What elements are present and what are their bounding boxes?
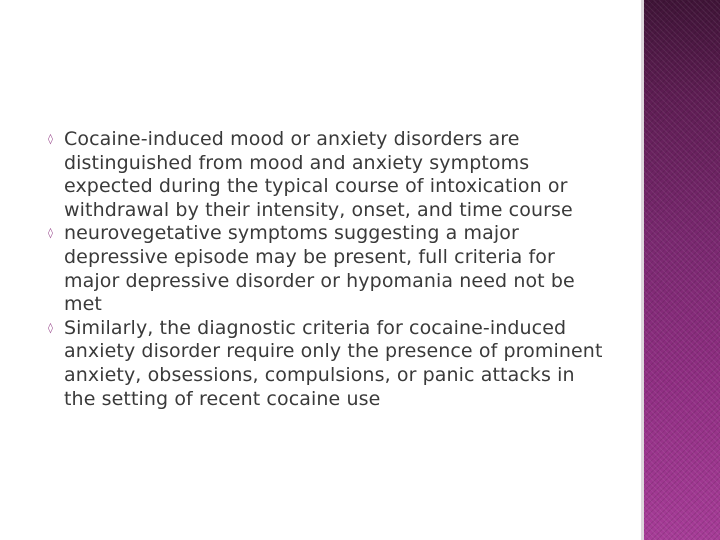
decorative-side-panel xyxy=(644,0,720,540)
bullet-list xyxy=(48,128,608,411)
bullet-item xyxy=(48,317,608,411)
bullet-item xyxy=(48,128,608,222)
bullet-icon: ◊ xyxy=(48,134,54,145)
slide-content xyxy=(48,128,608,411)
bullet-icon: ◊ xyxy=(48,322,54,334)
bullet-icon: ◊ xyxy=(48,228,54,240)
bullet-text: Cocaine-induced mood or anxiety disorders are distinguished from mood and anxiety symptoms expected during the typical course of intoxication or withdrawal by their intensity, onset, and time course xyxy=(64,128,573,221)
bullet-text: Similarly, the diagnostic criteria for cocaine-induced anxiety disorder require only the presence of prominent anxiety, obsessions, compulsions, or panic attacks in the setting of recent cocaine use xyxy=(64,316,603,410)
bullet-text: neurovegetative symptoms suggesting a major depressive episode may be present, full criteria for major depressive disorder or hypomania need not be met xyxy=(64,222,575,316)
bullet-item xyxy=(48,222,608,316)
